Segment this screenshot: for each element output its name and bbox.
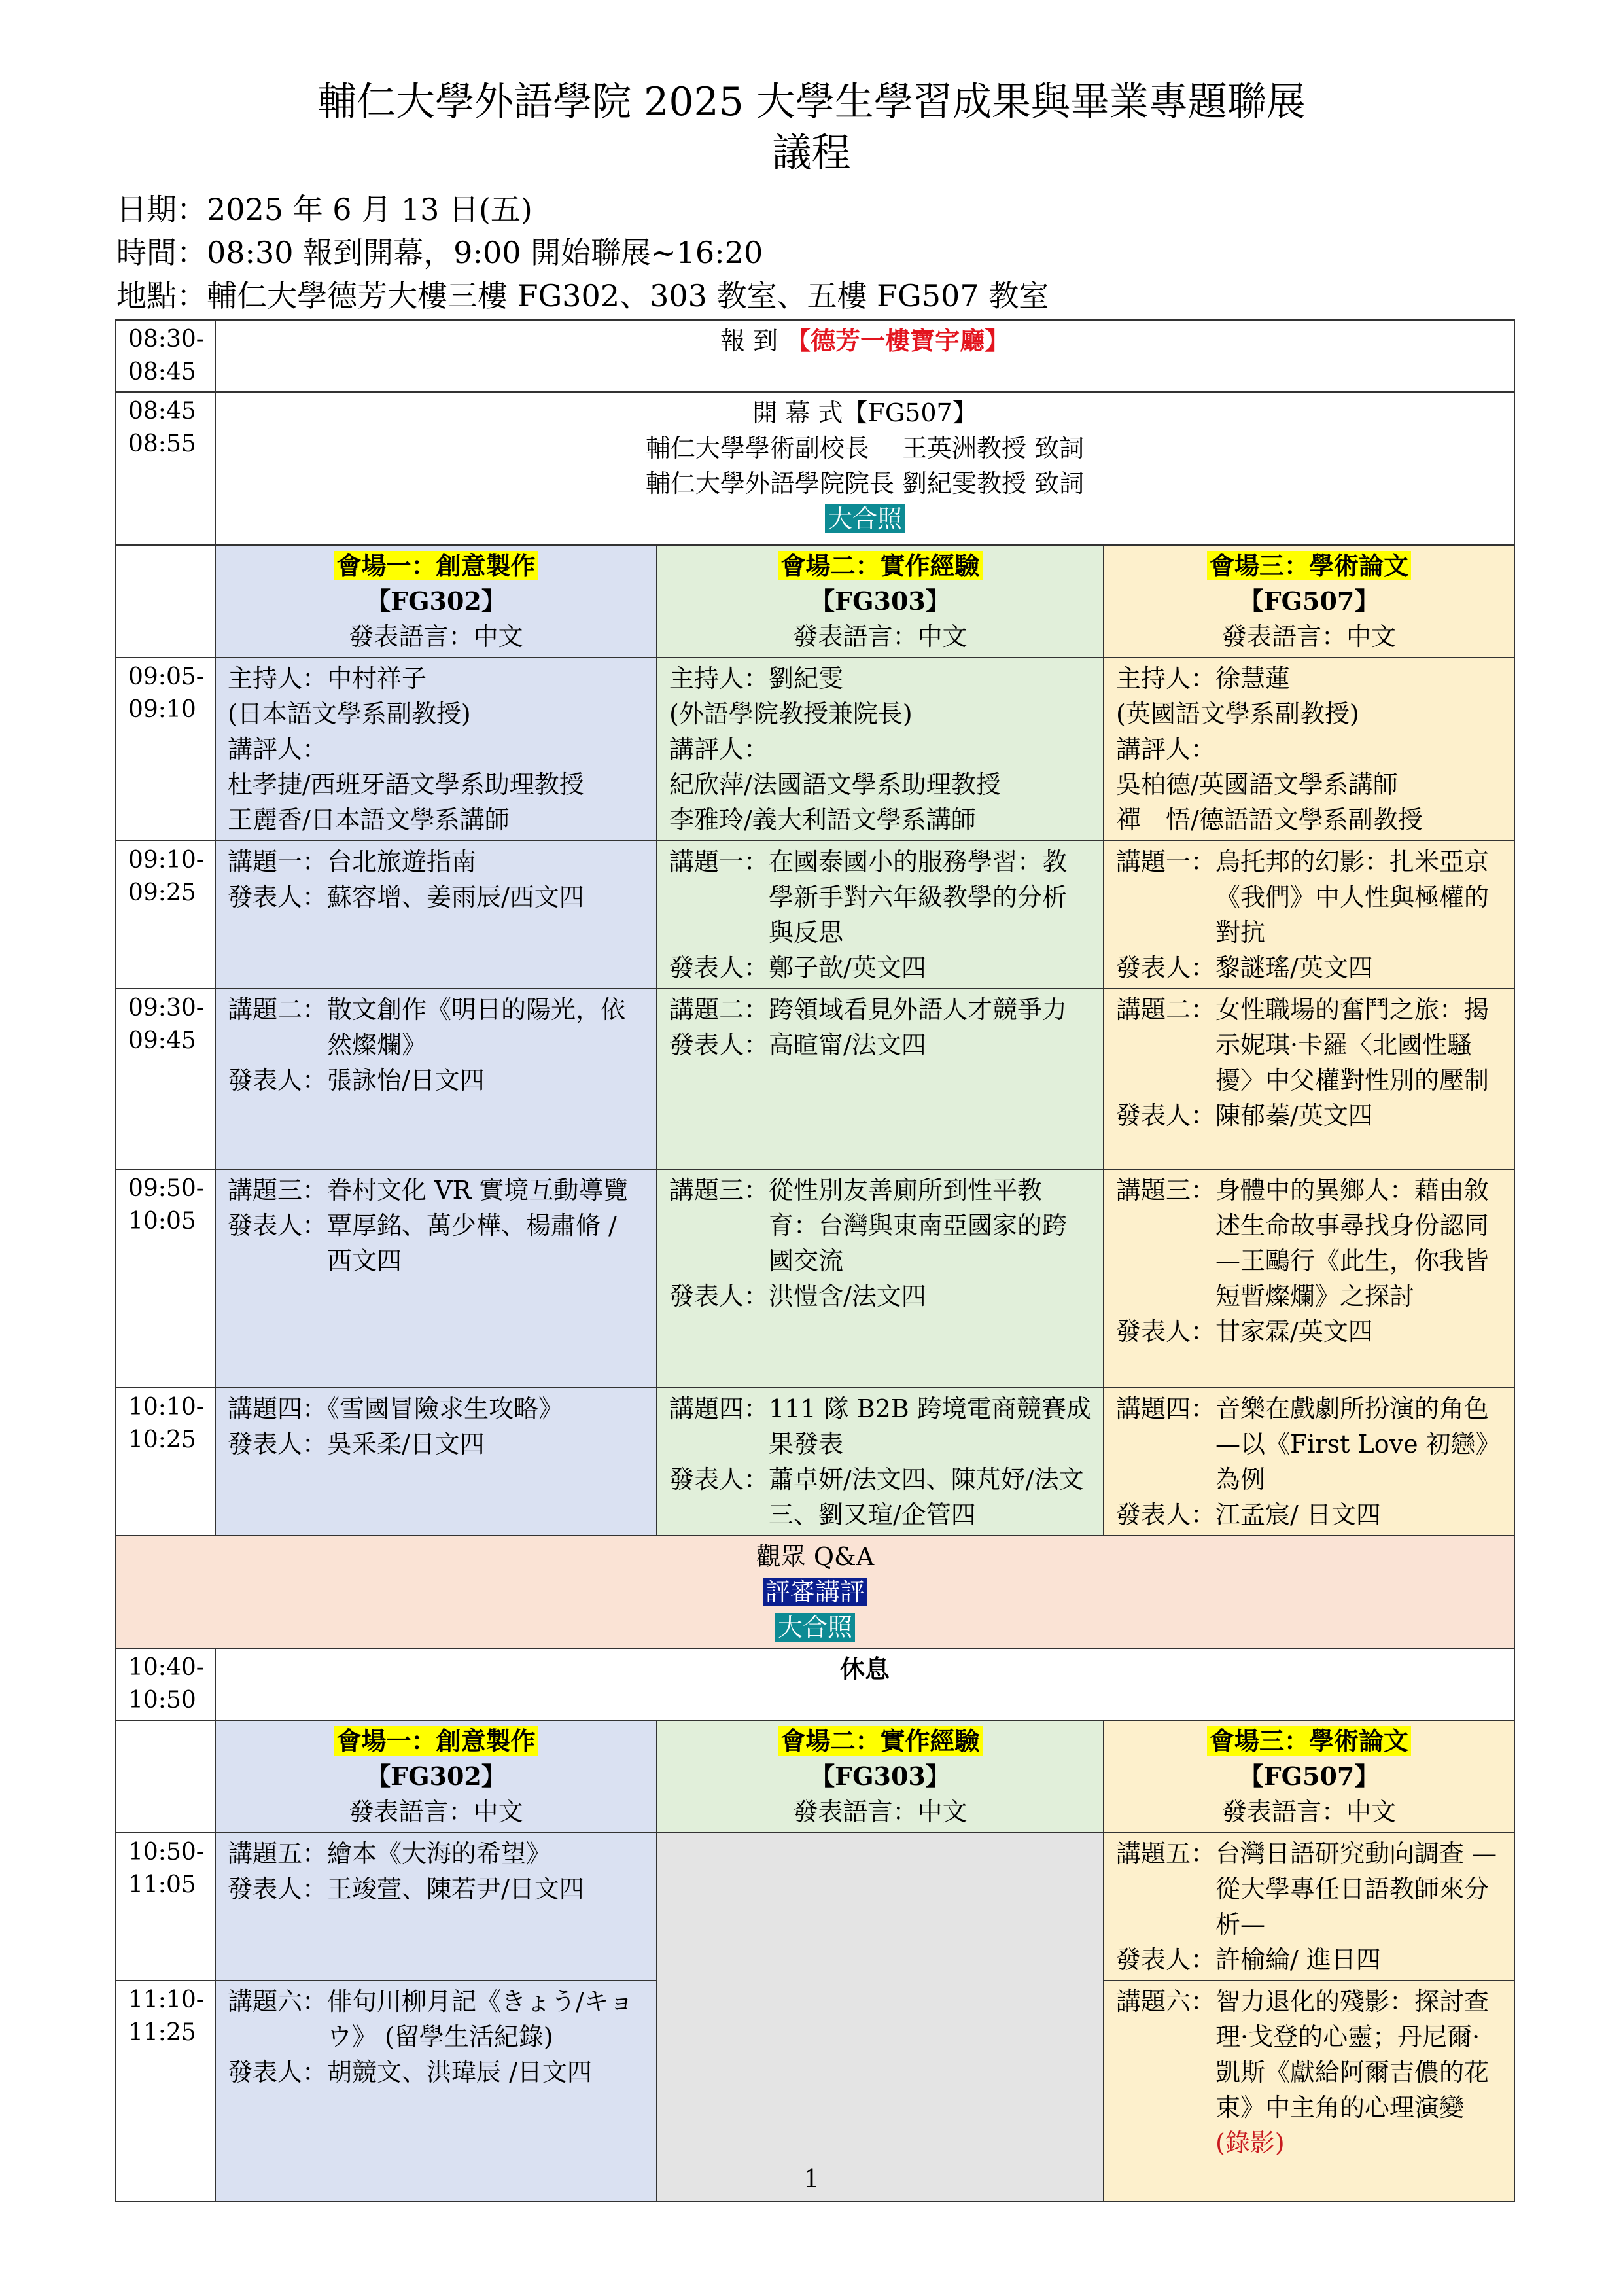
time-cell [116, 1648, 215, 1720]
venue-room: 【FG302】 [366, 1761, 506, 1791]
registration-place: 【德芳一樓寶宇廳】 [786, 326, 1010, 355]
talk-presenter: 發表人：鄭子歆/英文四 [669, 953, 926, 982]
reviewer-1: 紀欣萍/法國語文學系助理教授 [669, 770, 1001, 799]
group-photo-badge: 大合照 [775, 1613, 855, 1642]
time-text: 10:50- 11:05 [128, 1839, 204, 1898]
venue-2-header [657, 545, 1104, 658]
talk-presenter: 發表人：高暄甯/法文四 [669, 1031, 926, 1059]
talk-cell [1104, 841, 1514, 989]
talk-cell [215, 1169, 657, 1388]
group-photo-badge: 大合照 [825, 504, 905, 533]
talk-topic: 講題三：身體中的異鄉人：藉由敘述生命故事尋找身份認同—王鷗行《此生，你我皆短暫燦爛》之探討 [1116, 1176, 1490, 1311]
venue-name: 會場三：學術論文 [1207, 1726, 1411, 1756]
talk-topic: 講題二：女性職場的奮鬥之旅：揭示妮琪·卡羅〈北國性騷擾〉中父權對性別的壓制 [1116, 995, 1490, 1095]
qa-cell [116, 1536, 1514, 1648]
talk-presenter: 發表人：覃厚銘、萬少樺、楊肅脩 / 西文四 [228, 1211, 617, 1275]
talk-presenter: 發表人：蕭卓妍/法文四、陳芃妤/法文三、劉又瑄/企管四 [669, 1465, 1084, 1529]
talk-presenter: 發表人：胡競文、洪瑋辰 /日文四 [228, 2058, 592, 2087]
talk-topic: 講題五：台灣日語研究動向調查 —從大學專任日語教師來分析— [1116, 1839, 1497, 1939]
qa-row [116, 1536, 1514, 1648]
venue-name: 會場二：實作經驗 [778, 551, 982, 580]
qa-label: 觀眾 Q&A [756, 1542, 875, 1571]
venue-1-hosts [215, 658, 657, 841]
talk-topic: 講題一：在國泰國小的服務學習：教學新手對六年級教學的分析與反思 [669, 847, 1068, 947]
page-number: 1 [803, 2164, 820, 2193]
talk-cell [657, 989, 1104, 1169]
venue-1-header [215, 545, 657, 658]
talk-cell [1104, 1388, 1514, 1536]
event-date: 日期：2025 年 6 月 13 日(五) [116, 192, 532, 227]
opening-speech-2: 輔仁大學外語學院院長 劉紀雯教授 致詞 [645, 469, 1085, 498]
host-title: (英國語文學系副教授) [1116, 699, 1359, 728]
talk-cell [215, 841, 657, 989]
talk-topic: 講題六：智力退化的殘影：探討查理·戈登的心靈；丹尼爾·凱斯《獻給阿爾吉儂的花束》中主角的心理演變 [1116, 1987, 1490, 2122]
talk-topic: 講題四：音樂在戲劇所扮演的角色 —以《First Love 初戀》為例 [1116, 1394, 1501, 1494]
recorded-note: (錄影) [1215, 2128, 1285, 2157]
talk-cell [215, 1833, 657, 1981]
reviewer-2: 王麗香/日本語文學系講師 [228, 805, 510, 834]
reviewer-1: 吳柏德/英國語文學系講師 [1116, 770, 1398, 799]
talk-presenter: 發表人：張詠怡/日文四 [228, 1066, 485, 1095]
reviewer-1: 杜孝捷/西班牙語文學系助理教授 [228, 770, 584, 799]
venue-header-row [116, 1720, 1514, 1833]
time-text: 08:30- 08:45 [128, 326, 204, 385]
reviewer-2: 李雅玲/義大利語文學系講師 [669, 805, 976, 834]
venue-language: 發表語言：中文 [1222, 622, 1397, 651]
venue-name: 會場一：創意製作 [334, 551, 538, 580]
host-title: (日本語文學系副教授) [228, 699, 471, 728]
venue-3-hosts [1104, 658, 1514, 841]
time-text: 09:50- 10:05 [128, 1175, 204, 1235]
talk-cell [1104, 989, 1514, 1169]
talk-presenter: 發表人：蘇容增、姜雨辰/西文四 [228, 883, 584, 911]
empty-time-cell [116, 1720, 215, 1833]
venue-2-header [657, 1720, 1104, 1833]
break-row [116, 1648, 1514, 1720]
talk-topic: 講題六：俳句川柳月記《きょう/キョウ》 (留學生活紀錄) [228, 1987, 634, 2051]
reviewer-label: 講評人： [228, 735, 328, 764]
reviewer-2: 禪 悟/德語語文學系副教授 [1116, 805, 1423, 834]
page-title: 輔仁大學外語學院 2025 大學生學習成果與畢業專題聯展 [317, 79, 1306, 125]
venue-name: 會場一：創意製作 [334, 1726, 538, 1756]
page-subtitle: 議程 [772, 130, 851, 176]
venue-language: 發表語言：中文 [793, 1797, 968, 1826]
talk-presenter: 發表人：吳釆柔/日文四 [228, 1430, 485, 1458]
event-time: 時間：08:30 報到開幕，9:00 開始聯展~16:20 [116, 235, 763, 270]
time-cell [116, 989, 215, 1169]
venue-room: 【FG303】 [810, 1761, 951, 1791]
time-cell [116, 1833, 215, 1981]
host-line: 主持人：中村祥子 [228, 664, 427, 693]
time-text: 08:45 08:55 [128, 398, 196, 457]
talk-presenter: 發表人：江孟宸/ 日文四 [1116, 1500, 1381, 1529]
talk-presenter: 發表人：許榆綸/ 進日四 [1116, 1945, 1381, 1974]
venue-2-hosts [657, 658, 1104, 841]
registration-cell [215, 320, 1514, 392]
talk-topic: 講題一：台北旅遊指南 [228, 847, 477, 876]
host-line: 主持人：徐慧蓮 [1116, 664, 1291, 693]
talk-cell [657, 841, 1104, 989]
talk-topic: 講題三：從性別友善廁所到性平教育：台灣與東南亞國家的跨國交流 [669, 1176, 1068, 1275]
break-label: 休息 [215, 1648, 1514, 1720]
talk-cell [215, 1388, 657, 1536]
empty-time-cell [116, 545, 215, 658]
talk-presenter: 發表人：王竣萱、陳若尹/日文四 [228, 1875, 584, 1903]
talk-topic: 講題二：散文創作《明日的陽光，依然燦爛》 [228, 995, 626, 1059]
talk-topic: 講題四：111 隊 B2B 跨境電商競賽成果發表 [669, 1394, 1091, 1458]
event-location: 地點：輔仁大學德芳大樓三樓 FG302、303 教室、五樓 FG507 教室 [116, 278, 1049, 313]
talk-topic: 講題五：繪本《大海的希望》 [228, 1839, 551, 1868]
talk-row-1 [116, 841, 1514, 989]
time-cell [116, 658, 215, 841]
hosts-row [116, 658, 1514, 841]
talk-row-5 [116, 1833, 1514, 1981]
time-text: 09:05- 09:10 [128, 663, 204, 723]
agenda-table [115, 319, 1515, 2202]
review-badge: 評審講評 [763, 1578, 867, 1606]
time-cell [116, 392, 215, 545]
talk-topic: 講題二：跨領域看見外語人才競爭力 [669, 995, 1068, 1024]
time-text: 10:10- 10:25 [128, 1394, 204, 1453]
time-cell [116, 1388, 215, 1536]
host-title: (外語學院教授兼院長) [669, 699, 913, 728]
venue-language: 發表語言：中文 [349, 622, 523, 651]
opening-cell [215, 392, 1514, 545]
talk-row-4 [116, 1388, 1514, 1536]
venue-room: 【FG302】 [366, 586, 506, 616]
host-line: 主持人：劉紀雯 [669, 664, 844, 693]
venue-room: 【FG507】 [1238, 1761, 1380, 1791]
opening-row [116, 392, 1514, 545]
venue-language: 發表語言：中文 [349, 1797, 523, 1826]
talk-cell [1104, 1833, 1514, 1981]
venue-3-header [1104, 1720, 1514, 1833]
talk-presenter: 發表人：洪愷含/法文四 [669, 1282, 926, 1311]
time-text: 10:40- 10:50 [128, 1654, 204, 1714]
talk-presenter: 發表人：甘家霖/英文四 [1116, 1317, 1373, 1346]
registration-label: 報 到 [720, 327, 778, 355]
time-cell [116, 320, 215, 392]
venue-name: 會場三：學術論文 [1207, 551, 1411, 580]
time-text: 11:10- 11:25 [128, 1987, 204, 2046]
opening-title: 開 幕 式【FG507】 [752, 398, 977, 427]
talk-cell [215, 989, 657, 1169]
reviewer-label: 講評人： [1116, 735, 1216, 764]
talk-presenter: 發表人：黎謎瑤/英文四 [1116, 953, 1373, 982]
talk-topic: 講題一：烏托邦的幻影：扎米亞京《我們》中人性與極權的對抗 [1116, 847, 1490, 947]
venue-language: 發表語言：中文 [1222, 1797, 1397, 1826]
venue-3-header [1104, 545, 1514, 658]
talk-topic: 講題三：眷村文化 VR 實境互動導覽 [228, 1176, 629, 1205]
talk-cell [657, 1169, 1104, 1388]
reviewer-label: 講評人： [669, 735, 769, 764]
opening-speech-1: 輔仁大學學術副校長 王英洲教授 致詞 [645, 434, 1085, 463]
talk-cell [1104, 1169, 1514, 1388]
talk-presenter: 發表人：陳郁蓁/英文四 [1116, 1101, 1373, 1130]
venue-room: 【FG303】 [810, 586, 951, 616]
talk-topic: 講題四：《雪國冒險求生攻略》 [228, 1394, 564, 1423]
talk-row-3 [116, 1169, 1514, 1388]
time-text: 09:30- 09:45 [128, 995, 204, 1054]
venue-language: 發表語言：中文 [793, 622, 968, 651]
venue-2-empty-cell [657, 1833, 1104, 2202]
registration-row [116, 320, 1514, 392]
venue-1-header [215, 1720, 657, 1833]
venue-room: 【FG507】 [1238, 586, 1380, 616]
venue-header-row [116, 545, 1514, 658]
talk-cell [657, 1388, 1104, 1536]
talk-row-2 [116, 989, 1514, 1169]
time-cell [116, 1169, 215, 1388]
time-text: 09:10- 09:25 [128, 847, 204, 906]
time-cell [116, 841, 215, 989]
venue-name: 會場二：實作經驗 [778, 1726, 982, 1756]
